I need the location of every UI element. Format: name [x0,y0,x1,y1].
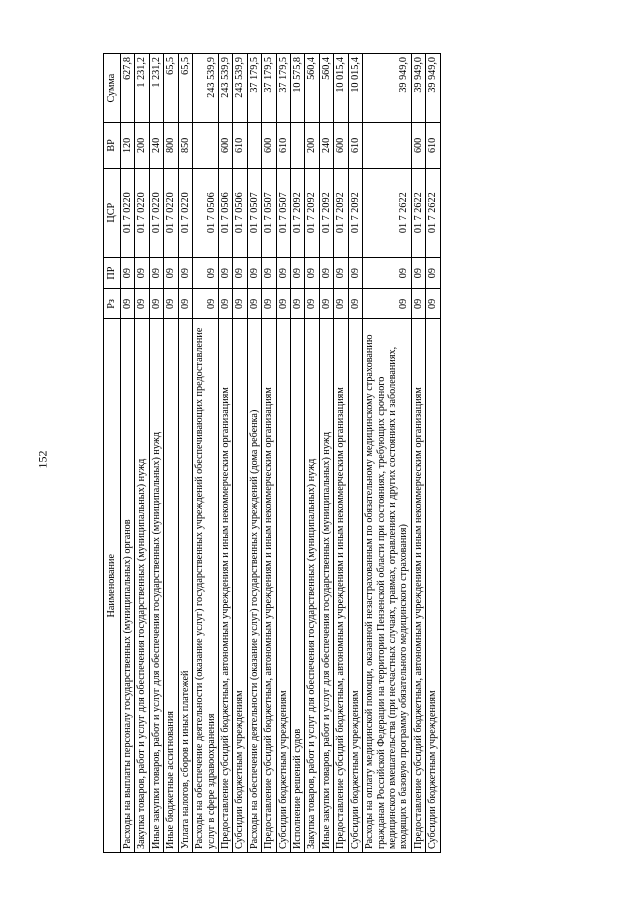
table-row [135,54,149,853]
cell-name: Закупка товаров, работ и услуг для обеспечения государственных (муниципальных) нужд [135,319,149,853]
budget-table-container [103,53,589,853]
cell-rz: 09 [426,289,440,319]
cell-sum: 65,5 [164,54,178,123]
table-row [233,54,247,853]
cell-csr: 01 7 2622 [411,168,425,257]
cell-name: Иные закупки товаров, работ и услуг для обеспечения государственных (муниципальных) нужд [149,319,163,853]
cell-csr: 01 7 0506 [218,168,232,257]
cell-sum: 10 015,4 [334,54,348,123]
header-pr: ПР [104,257,121,288]
cell-pr: 09 [348,257,362,288]
cell-vr: 610 [233,123,247,168]
cell-name: Расходы на обеспечение деятельности (оказание услуг) государственных учреждений (дома ребенка) [247,319,261,853]
cell-sum: 1 231,2 [135,54,149,123]
table-row [411,54,425,853]
cell-rz: 09 [348,289,362,319]
cell-rz: 09 [319,289,333,319]
cell-pr: 09 [319,257,333,288]
cell-vr: 240 [319,123,333,168]
table-row [218,54,232,853]
cell-name: Предоставление субсидий бюджетным, автономным учреждениям и иным некоммерческим организациям [218,319,232,853]
cell-name: Субсидии бюджетным учреждениям [276,319,290,853]
cell-sum: 10 575,8 [291,54,305,123]
cell-vr: 200 [135,123,149,168]
cell-vr: 800 [164,123,178,168]
cell-sum: 243 539,9 [218,54,232,123]
cell-rz: 09 [334,289,348,319]
table-row [319,54,333,853]
cell-pr: 09 [276,257,290,288]
cell-pr: 09 [305,257,319,288]
cell-csr: 01 7 0220 [121,168,135,257]
table-row [178,54,192,853]
cell-csr: 01 7 0220 [178,168,192,257]
cell-name: Уплата налогов, сборов и иных платежей [178,319,192,853]
cell-csr: 01 7 2622 [426,168,440,257]
cell-pr: 09 [218,257,232,288]
cell-name: Субсидии бюджетным учреждениям [348,319,362,853]
cell-vr: 240 [149,123,163,168]
header-name: Наименование [104,319,121,853]
cell-name: Субсидии бюджетным учреждениям [233,319,247,853]
table-row [291,54,305,853]
cell-name: Иные закупки товаров, работ и услуг для обеспечения государственных (муниципальных) нужд [319,319,333,853]
cell-vr: 600 [218,123,232,168]
cell-rz: 09 [411,289,425,319]
cell-vr: 600 [334,123,348,168]
cell-name: Предоставление субсидий бюджетным, автономным учреждениям и иным некоммерческим организациям [262,319,276,853]
cell-pr: 09 [291,257,305,288]
cell-csr: 01 7 0220 [135,168,149,257]
cell-vr: 200 [305,123,319,168]
table-row [121,54,135,853]
cell-name: Субсидии бюджетным учреждениям [426,319,440,853]
cell-vr: 850 [178,123,192,168]
table-row [193,54,219,853]
cell-pr: 09 [135,257,149,288]
cell-vr [193,123,219,168]
cell-sum: 39 949,0 [426,54,440,123]
cell-csr: 01 7 0506 [233,168,247,257]
cell-pr: 09 [262,257,276,288]
cell-sum: 37 179,5 [247,54,261,123]
cell-pr: 09 [363,257,412,288]
cell-csr: 01 7 2092 [348,168,362,257]
cell-name: Расходы на оплату медицинской помощи, оказанной незастрахованным по обязательному медицинскому страхованию гражданам Российской Федерации на территории Пензенской области при состояниях, требующих срочного медицинского вмешательства (при несчастных случаях, травмах, отравлениях и других состояниях и заболеваниях, входящих в базовую программу обязательного медицинского страхования) [363,319,412,853]
cell-sum: 243 539,9 [193,54,219,123]
cell-vr: 610 [426,123,440,168]
cell-sum: 37 179,5 [276,54,290,123]
cell-csr: 01 7 2092 [319,168,333,257]
cell-csr: 01 7 0507 [247,168,261,257]
table-row [247,54,261,853]
table-row [262,54,276,853]
header-rz: Рз [104,289,121,319]
table-row [164,54,178,853]
cell-rz: 09 [135,289,149,319]
table-row [348,54,362,853]
cell-rz: 09 [233,289,247,319]
cell-rz: 09 [291,289,305,319]
cell-rz: 09 [218,289,232,319]
cell-sum: 560,4 [305,54,319,123]
cell-sum: 39 949,0 [411,54,425,123]
cell-name: Расходы на обеспечение деятельности (оказание услуг) государственных учреждений обеспечивающих предоставление услуг в сфере здравоохранения [193,319,219,853]
cell-csr: 01 7 2622 [363,168,412,257]
cell-pr: 09 [247,257,261,288]
cell-csr: 01 7 0507 [276,168,290,257]
cell-csr: 01 7 2092 [334,168,348,257]
cell-pr: 09 [233,257,247,288]
header-vr: ВР [104,123,121,168]
cell-pr: 09 [178,257,192,288]
cell-sum: 560,4 [319,54,333,123]
cell-sum: 39 949,0 [363,54,412,123]
cell-pr: 09 [411,257,425,288]
cell-rz: 09 [121,289,135,319]
cell-csr: 01 7 0220 [149,168,163,257]
cell-rz: 09 [149,289,163,319]
table-header-row [104,54,121,853]
cell-name: Закупка товаров, работ и услуг для обеспечения государственных (муниципальных) нужд [305,319,319,853]
cell-csr: 01 7 2092 [305,168,319,257]
table-row [334,54,348,853]
cell-sum: 627,8 [121,54,135,123]
cell-pr: 09 [149,257,163,288]
cell-sum: 1 231,2 [149,54,163,123]
cell-pr: 09 [121,257,135,288]
table-row [426,54,440,853]
cell-sum: 65,5 [178,54,192,123]
cell-vr: 610 [348,123,362,168]
cell-vr: 610 [276,123,290,168]
cell-name: Предоставление субсидий бюджетным, автономным учреждениям и иным некоммерческим организациям [334,319,348,853]
header-sum: Сумма [104,54,121,123]
cell-pr: 09 [426,257,440,288]
cell-rz: 09 [276,289,290,319]
cell-csr: 01 7 2092 [291,168,305,257]
cell-sum: 37 179,5 [262,54,276,123]
table-row [305,54,319,853]
table-row [149,54,163,853]
cell-name: Исполнение решений судов [291,319,305,853]
cell-rz: 09 [247,289,261,319]
page-number: 152 [35,450,50,469]
cell-csr: 01 7 0506 [193,168,219,257]
cell-rz: 09 [164,289,178,319]
cell-vr: 600 [262,123,276,168]
cell-csr: 01 7 0507 [262,168,276,257]
budget-table [103,53,441,853]
cell-name: Предоставление субсидий бюджетным, автономным учреждениям и иным некоммерческим организациям [411,319,425,853]
cell-pr: 09 [334,257,348,288]
cell-vr [363,123,412,168]
cell-csr: 01 7 0220 [164,168,178,257]
cell-sum: 10 015,4 [348,54,362,123]
table-row [276,54,290,853]
cell-sum: 243 539,9 [233,54,247,123]
cell-rz: 09 [178,289,192,319]
cell-rz: 09 [305,289,319,319]
cell-vr [291,123,305,168]
cell-vr [247,123,261,168]
cell-vr: 600 [411,123,425,168]
cell-name: Иные бюджетные ассигнования [164,319,178,853]
cell-pr: 09 [193,257,219,288]
header-csr: ЦСР [104,168,121,257]
cell-pr: 09 [164,257,178,288]
cell-rz: 09 [193,289,219,319]
cell-vr: 120 [121,123,135,168]
table-row [363,54,412,853]
cell-rz: 09 [262,289,276,319]
cell-rz: 09 [363,289,412,319]
cell-name: Расходы на выплаты персоналу государственных (муниципальных) органов [121,319,135,853]
